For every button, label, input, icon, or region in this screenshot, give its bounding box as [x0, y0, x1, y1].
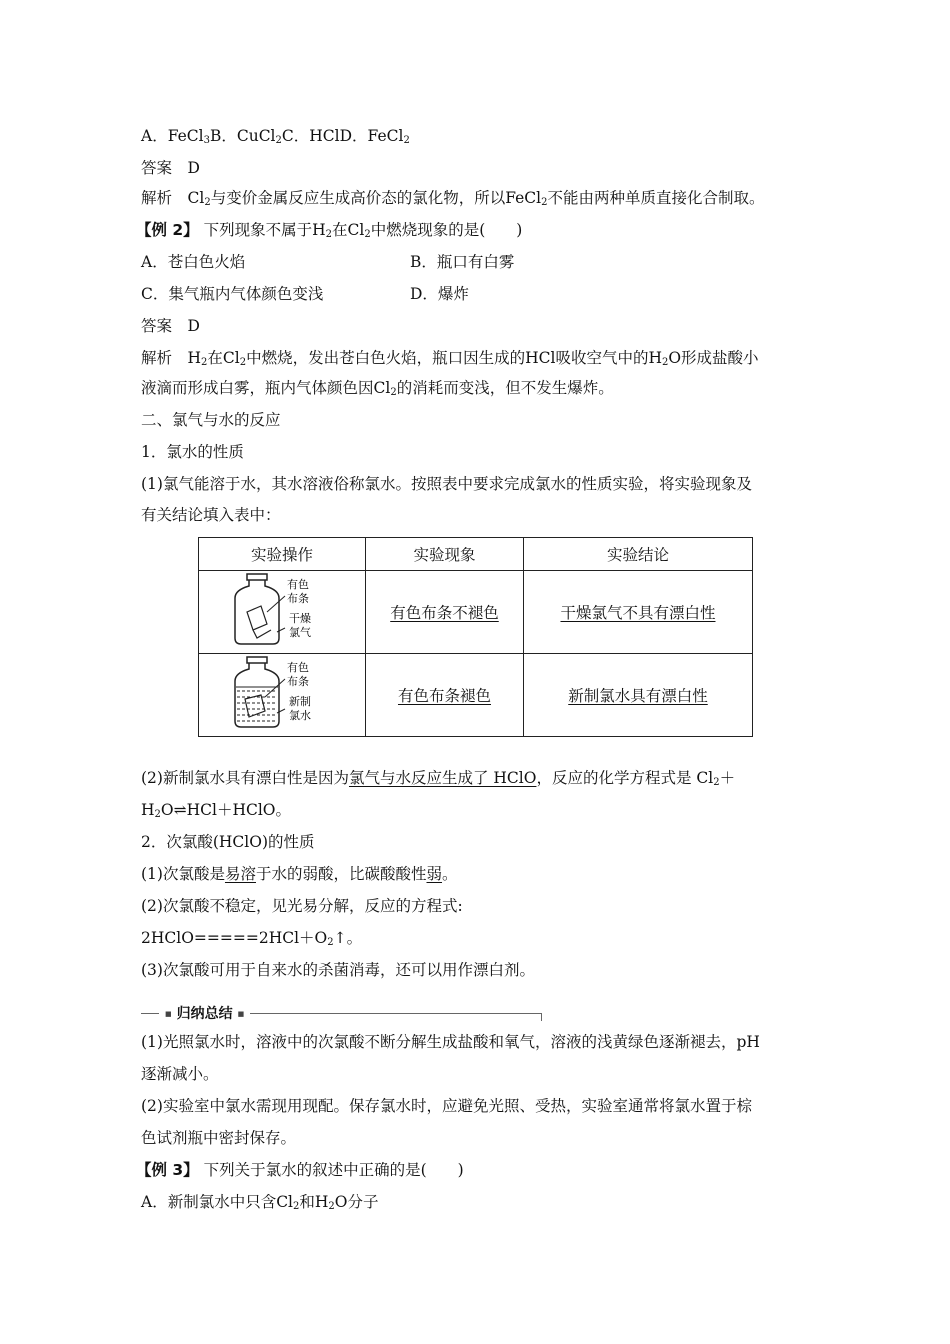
ex2-option-d: D．爆炸 [410, 285, 469, 303]
bottle-label: 有色 [287, 661, 309, 674]
ex2-option-c: C．集气瓶内气体颜色变浅 [141, 285, 324, 303]
paragraph-line: (1)次氯酸是易溶于水的弱酸，比碳酸酸性弱。 [141, 865, 458, 883]
bottle-label: 新制 [289, 695, 311, 708]
paragraph-line: (2)新制氯水具有漂白性是因为氯气与水反应生成了 HClO，反应的化学方程式是 $Cl_2+$ [141, 769, 736, 788]
summary-line: (1)光照氯水时，溶液中的次氯酸不断分解生成盐酸和氧气，溶液的浅黄绿色逐渐褪去，pH [141, 1033, 760, 1051]
section-title: 二、氯气与水的反应 [141, 411, 281, 429]
ex2-analysis-line1: 解析 $H_2$在$Cl_2$中燃烧，发出苍白色火焰，瓶口因生成的HCl吸收空气中的$H_2O$形成盐酸小 [141, 349, 759, 368]
paragraph-line: 有关结论填入表中： [141, 506, 281, 524]
bottle-label: 有色 [287, 578, 309, 591]
q1-answer: 答案 D [141, 159, 200, 177]
ex2-analysis-line2: 液滴而形成白雾，瓶内气体颜色因$Cl_2$的消耗而变浅，但不发生爆炸。 [141, 379, 614, 398]
summary-heading [141, 1004, 543, 1024]
bottle-label: 氯气 [289, 626, 311, 639]
q1-options: A．FeCl$_3$B．CuCl$_2$C．HClD．FeCl$_2$ [141, 127, 410, 146]
summary-line: (2)实验室中氯水需现用现配。保存氯水时，应避免光照、受热，实验室通常将氯水置于棕 [141, 1097, 752, 1115]
paragraph-line: (2)次氯酸不稳定，见光易分解，反应的方程式: [141, 897, 463, 915]
experiment-illustration [199, 571, 366, 654]
table-header: 实验结论 [524, 538, 753, 571]
paragraph-line: (1)氯气能溶于水，其水溶液俗称氯水。按照表中要求完成氯水的性质实验，将实验现象及 [141, 475, 752, 493]
chlorine-water-bottle-icon [227, 655, 337, 731]
ex2-question: 【例 2】 下列现象不属于$H_2$在$Cl_2$中燃烧现象的是( ) [136, 221, 523, 240]
ex2-answer: 答案 D [141, 317, 200, 335]
conclusion-answer: 干燥氯气不具有漂白性 [560, 604, 716, 622]
table-header: 实验现象 [366, 538, 524, 571]
paragraph-line: (3)次氯酸可用于自来水的杀菌消毒，还可以用作漂白剂。 [141, 961, 535, 979]
ex3-question: 【例 3】 下列关于氯水的叙述中正确的是( ) [136, 1161, 464, 1179]
table-row [199, 571, 753, 654]
experiment-illustration [199, 654, 366, 737]
q1-analysis: 解析 $Cl_2$与变价金属反应生成高价态的氯化物，所以FeCl$_2$不能由两种单质直接化合制取。 [141, 189, 765, 208]
bottle-label: 布条 [287, 592, 309, 605]
dry-chlorine-bottle-icon [227, 572, 337, 648]
subsection-title: 1．氯水的性质 [141, 443, 244, 461]
conclusion-answer: 新制氯水具有漂白性 [568, 687, 708, 705]
phenomenon-answer: 有色布条不褪色 [390, 604, 499, 622]
summary-heading-label: ■ 归纳总结 ■ [159, 1004, 250, 1024]
reversible-arrow-icon: ⇌ [173, 801, 187, 819]
ex3-option-a: A．新制氯水中只含$Cl_2$和$H_2O$分子 [141, 1193, 379, 1212]
subsection-title: 2．次氯酸(HClO)的性质 [141, 833, 315, 851]
bottle-label: 氯水 [289, 709, 311, 722]
table-row [199, 654, 753, 737]
ex2-option-a: A．苍白色火焰 [141, 253, 246, 271]
bottle-label: 布条 [287, 675, 309, 688]
table-header: 实验操作 [199, 538, 366, 571]
equation-line: $H_2O\rightleftharpoons HCl+HClO$。 [141, 801, 292, 820]
ex2-option-b: B．瓶口有白雾 [410, 253, 515, 271]
phenomenon-answer: 有色布条褪色 [397, 687, 491, 705]
experiment-table [198, 537, 753, 737]
bottle-label: 干燥 [289, 612, 311, 625]
summary-line: 逐渐减小。 [141, 1065, 219, 1083]
equation-line: $2HClO=====2HCl+O_2↑$。 [141, 929, 363, 948]
summary-line: 色试剂瓶中密封保存。 [141, 1129, 297, 1147]
